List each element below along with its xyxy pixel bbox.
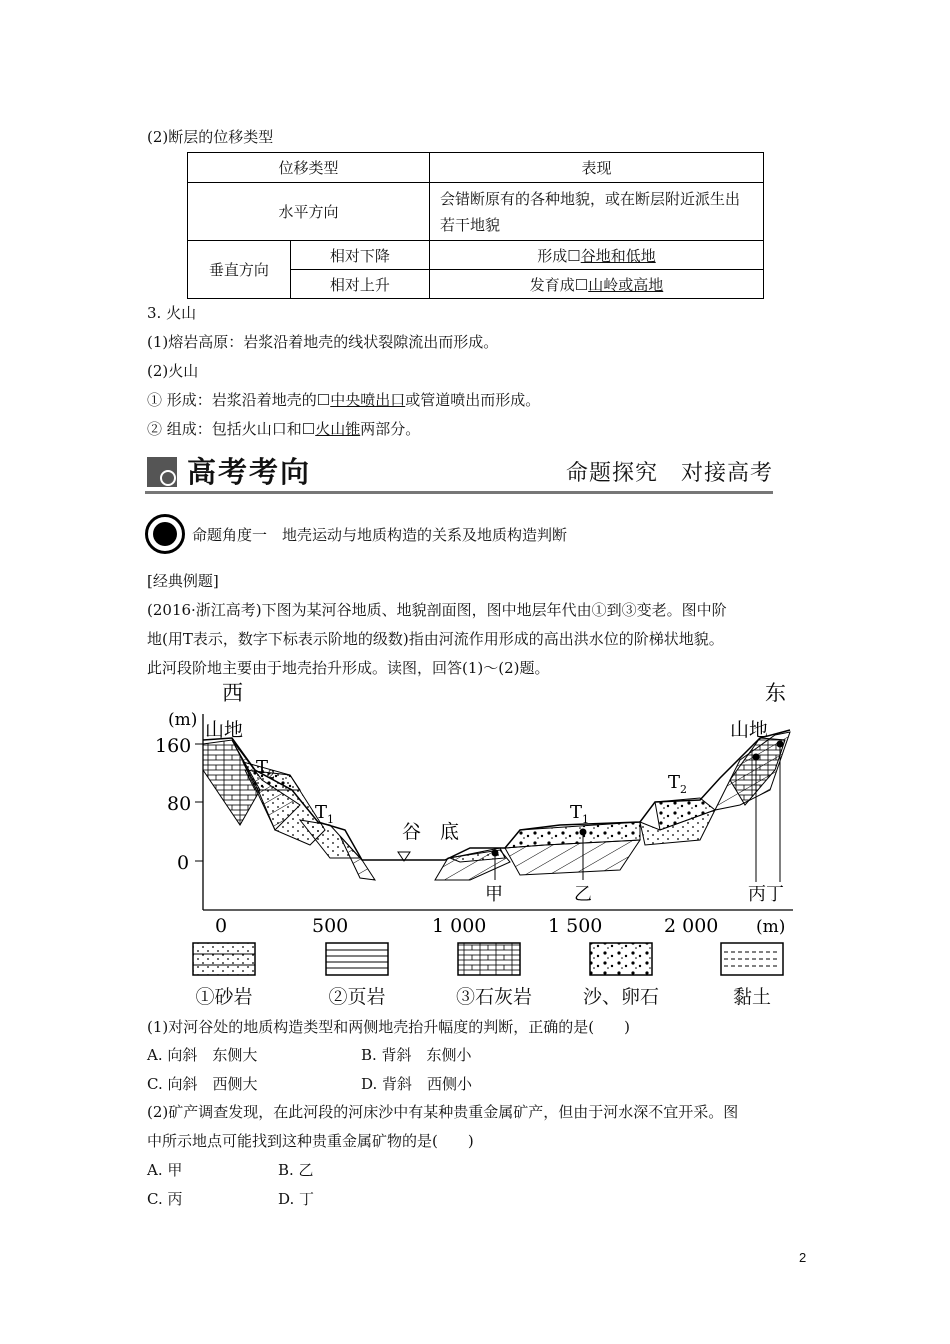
table-header-expression: 表现 bbox=[430, 153, 764, 183]
q2-stem-1: (2)矿产调查发现，在此河段的河床沙中有某种贵重金属矿产，但由于河水深不宜开采。图 bbox=[147, 1103, 739, 1121]
y-tick-160: 160 bbox=[155, 735, 192, 757]
x-tick-0: 0 bbox=[215, 915, 228, 937]
up-expr-prefix: 发育成☐ bbox=[529, 275, 589, 294]
formation-suffix: 或管道喷出而形成。 bbox=[405, 391, 541, 409]
label-east: 东 bbox=[765, 681, 786, 705]
down-expr-answer: 谷地和低地 bbox=[580, 246, 656, 265]
legend-limestone-swatch bbox=[458, 943, 520, 975]
topic-angle: 命题角度一 地壳运动与地质构造的关系及地质构造判断 bbox=[192, 526, 568, 544]
x-tick-2000: 2 000 bbox=[664, 915, 719, 937]
x-tick-1500: 1 500 bbox=[548, 915, 603, 937]
label-T2-east: T bbox=[668, 772, 681, 793]
q2-stem-2: 中所示地点可能找到这种贵重金属矿物的是( ) bbox=[147, 1132, 474, 1150]
table-cell-up: 相对上升 bbox=[290, 270, 429, 299]
point-bing-marker bbox=[753, 754, 760, 761]
volcano-subheading: (2)火山 bbox=[147, 362, 199, 380]
label-bing-ding: 丙丁 bbox=[748, 884, 784, 905]
section-header-subtitle: 命题探究 对接高考 bbox=[565, 461, 773, 486]
q1-option-d: D. 背斜 西侧小 bbox=[361, 1075, 473, 1093]
volcano-heading: 3. 火山 bbox=[147, 304, 197, 322]
q2-option-d: D. 丁 bbox=[278, 1190, 315, 1208]
label-T1-west: T bbox=[315, 802, 328, 823]
label-T1-center: T bbox=[570, 802, 583, 823]
x-tick-1000: 1 000 bbox=[432, 915, 487, 937]
composition-prefix: ② 组成：包括火山口和☐ bbox=[147, 420, 316, 438]
x-tick-500: 500 bbox=[312, 915, 349, 937]
point-ding-marker bbox=[777, 741, 784, 748]
lava-plateau-text: (1)熔岩高原：岩浆沿着地壳的线状裂隙流出而形成。 bbox=[147, 333, 499, 351]
up-expr-answer: 山岭或高地 bbox=[588, 275, 664, 294]
point-yi-marker bbox=[580, 829, 587, 836]
down-expr-prefix: 形成☐ bbox=[537, 246, 581, 265]
legend-shale-label: ②页岩 bbox=[328, 986, 386, 1008]
composition-suffix: 两部分。 bbox=[360, 420, 421, 438]
label-mountain-west: 山地 bbox=[205, 719, 244, 741]
table-cell-down: 相对下降 bbox=[290, 241, 429, 270]
legend-gravel-label: 沙、卵石 bbox=[582, 986, 659, 1008]
page-number: 2 bbox=[799, 1250, 807, 1265]
table-header-type: 位移类型 bbox=[188, 153, 430, 183]
legend-shale-swatch bbox=[326, 943, 388, 975]
question-text-1: (2016·浙江高考)下图为某河谷地质、地貌剖面图，图中地层年代由①到③变老。图中阶 bbox=[147, 601, 727, 619]
q2-option-a: A. 甲 bbox=[147, 1161, 183, 1179]
label-west: 西 bbox=[222, 681, 243, 705]
legend-sandstone-label: ①砂岩 bbox=[195, 986, 253, 1008]
label-T2-east-sub: 2 bbox=[680, 783, 687, 796]
label-valley-floor: 谷 底 bbox=[402, 821, 460, 843]
table-cell-horizontal: 水平方向 bbox=[188, 183, 430, 241]
q1-option-b: B. 背斜 东侧小 bbox=[361, 1046, 472, 1064]
y-tick-0: 0 bbox=[177, 852, 190, 874]
legend-sandstone-swatch bbox=[193, 943, 255, 975]
label-mountain-east: 山地 bbox=[730, 719, 769, 741]
q1-option-c: C. 向斜 西侧大 bbox=[147, 1075, 258, 1093]
table-cell-horizontal-expr: 会错断原有的各种地貌，或在断层附近派生出若干地貌 bbox=[430, 183, 764, 241]
q2-option-b: B. 乙 bbox=[278, 1161, 314, 1179]
q1-option-a: A. 向斜 东侧大 bbox=[147, 1046, 258, 1064]
label-T2-west: T bbox=[256, 757, 269, 778]
x-axis-unit: (m) bbox=[756, 917, 786, 937]
legend-clay-label: 黏土 bbox=[732, 986, 771, 1008]
label-yi: 乙 bbox=[574, 884, 592, 905]
q2-option-c: C. 丙 bbox=[147, 1190, 183, 1208]
question-text-2: 地(用T表示，数字下标表示阶地的级数)指由河流作用形成的高出洪水位的阶梯状地貌。 bbox=[147, 630, 724, 648]
label-T2-west-sub: 2 bbox=[268, 768, 275, 781]
label-T1-west-sub: 1 bbox=[327, 813, 334, 826]
point-jia-marker bbox=[492, 850, 499, 857]
legend-gravel-swatch bbox=[590, 943, 652, 975]
y-tick-80: 80 bbox=[167, 793, 192, 815]
label-jia: 甲 bbox=[485, 884, 503, 905]
question-text-3: 此河段阶地主要由于地壳抬升形成。读图，回答(1)～(2)题。 bbox=[147, 659, 550, 677]
q1-stem: (1)对河谷处的地质构造类型和两侧地壳抬升幅度的判断，正确的是( ) bbox=[147, 1018, 630, 1036]
label-T1-center-sub: 1 bbox=[582, 813, 589, 826]
section-title-fault-displacement: (2)断层的位移类型 bbox=[147, 128, 274, 146]
composition-answer: 火山锥 bbox=[315, 420, 361, 438]
formation-prefix: ① 形成：岩浆沿着地壳的☐ bbox=[147, 391, 331, 409]
table-cell-vertical: 垂直方向 bbox=[188, 241, 291, 299]
section-header-title: 高考考向 bbox=[187, 455, 312, 489]
formation-answer: 中央喷出口 bbox=[330, 391, 406, 409]
legend-limestone-label: ③石灰岩 bbox=[455, 986, 532, 1008]
example-label: [经典例题] bbox=[147, 572, 219, 590]
y-axis-unit: (m) bbox=[168, 710, 198, 730]
